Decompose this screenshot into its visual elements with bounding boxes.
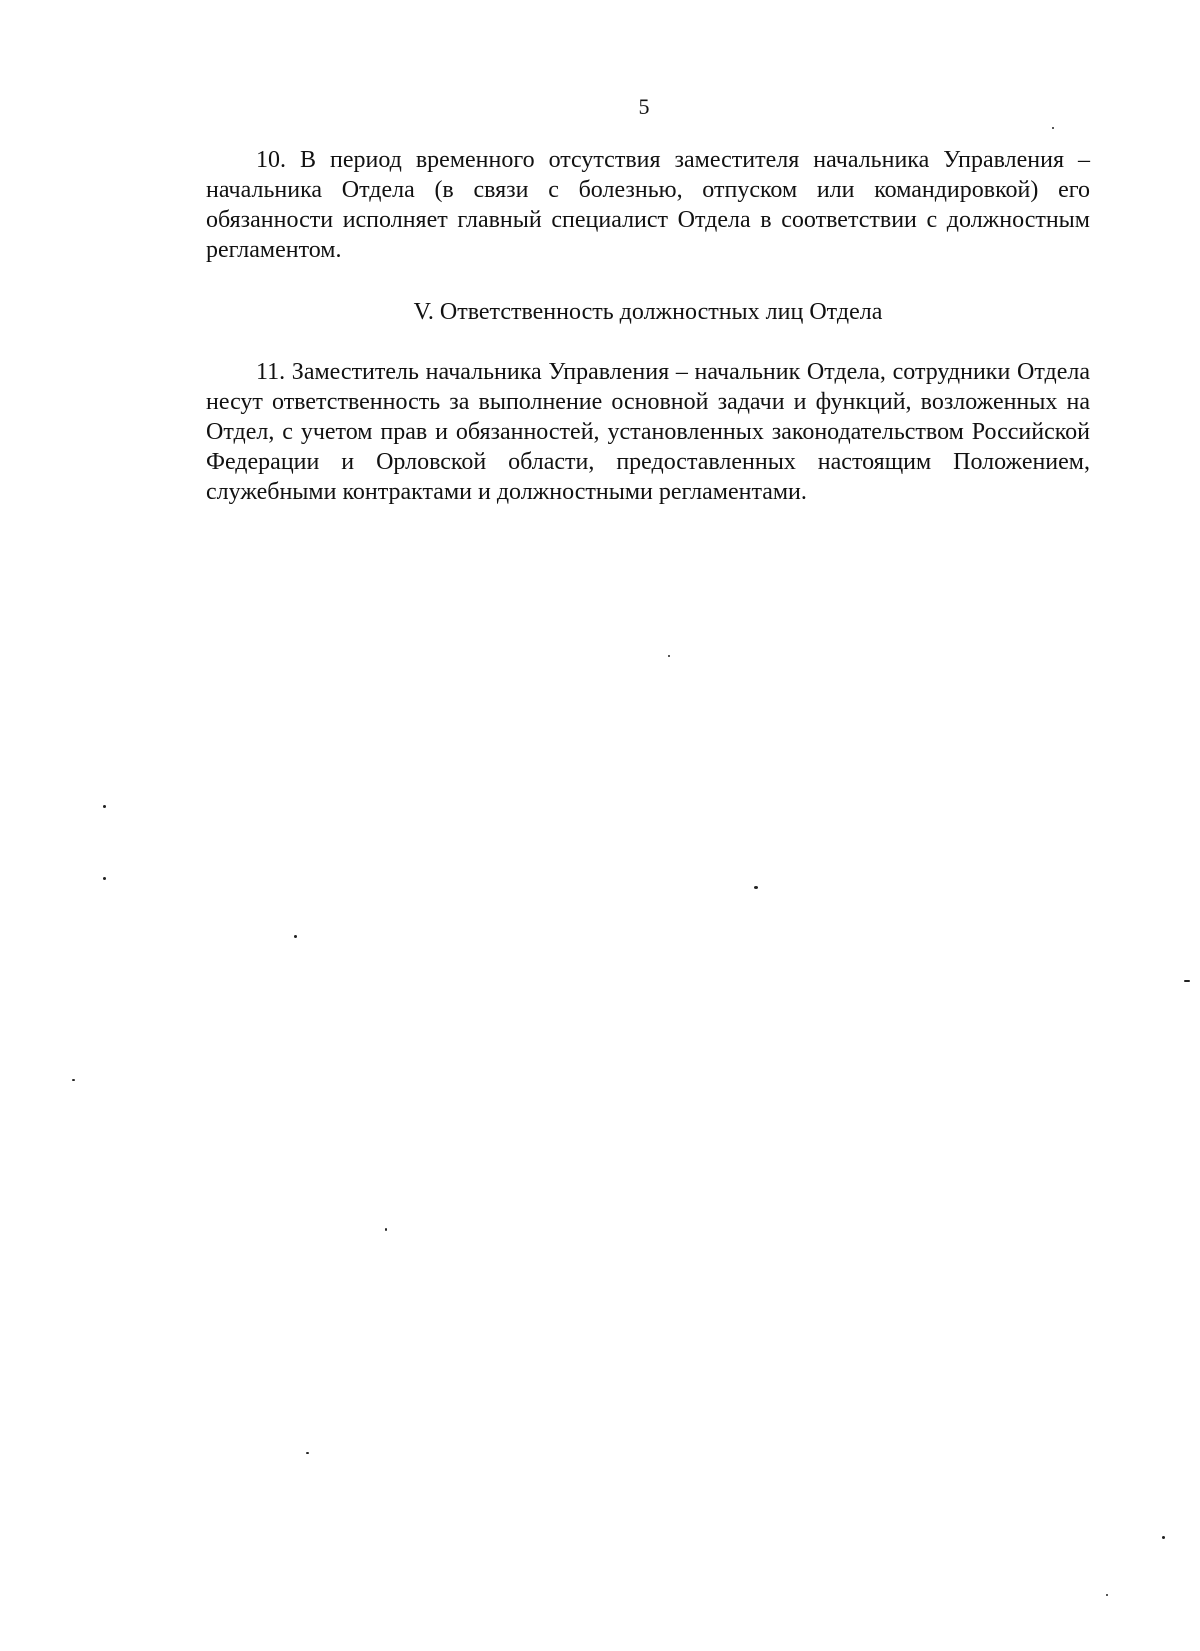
paragraph-11: 11. Заместитель начальника Управления – начальник Отдела, сотрудники Отдела несут ответственность за выполнение основной задачи и функций, возложенных на Отдел, с учетом прав и обязанностей, установленных законодательством Российской Федерации и Орловской области, предоставленных настоящим Положением, служебными контрактами и должностными регламентами. [206,359,1090,505]
scan-speck [72,1079,75,1081]
scan-speck [668,655,670,657]
section-heading: V. Ответственность должностных лиц Отдела [413,299,883,325]
scan-speck [754,886,758,889]
scan-speck [1106,1594,1108,1596]
scan-speck [1162,1536,1165,1539]
scan-speck [103,877,106,880]
scan-speck [1184,980,1190,982]
paragraph-10: 10. В период временного отсутствия заместителя начальника Управления – начальника Отдела (в связи с болезнью, отпуском или командировкой) его обязанности исполняет главный специалист Отдела в соответствии с должностным регламентом. [206,147,1090,263]
scan-speck [385,1228,387,1231]
scan-speck [294,935,297,938]
scan-speck [103,805,106,808]
page-number: 5 [638,94,650,119]
scan-speck [1052,127,1054,129]
scan-speck [306,1452,309,1454]
